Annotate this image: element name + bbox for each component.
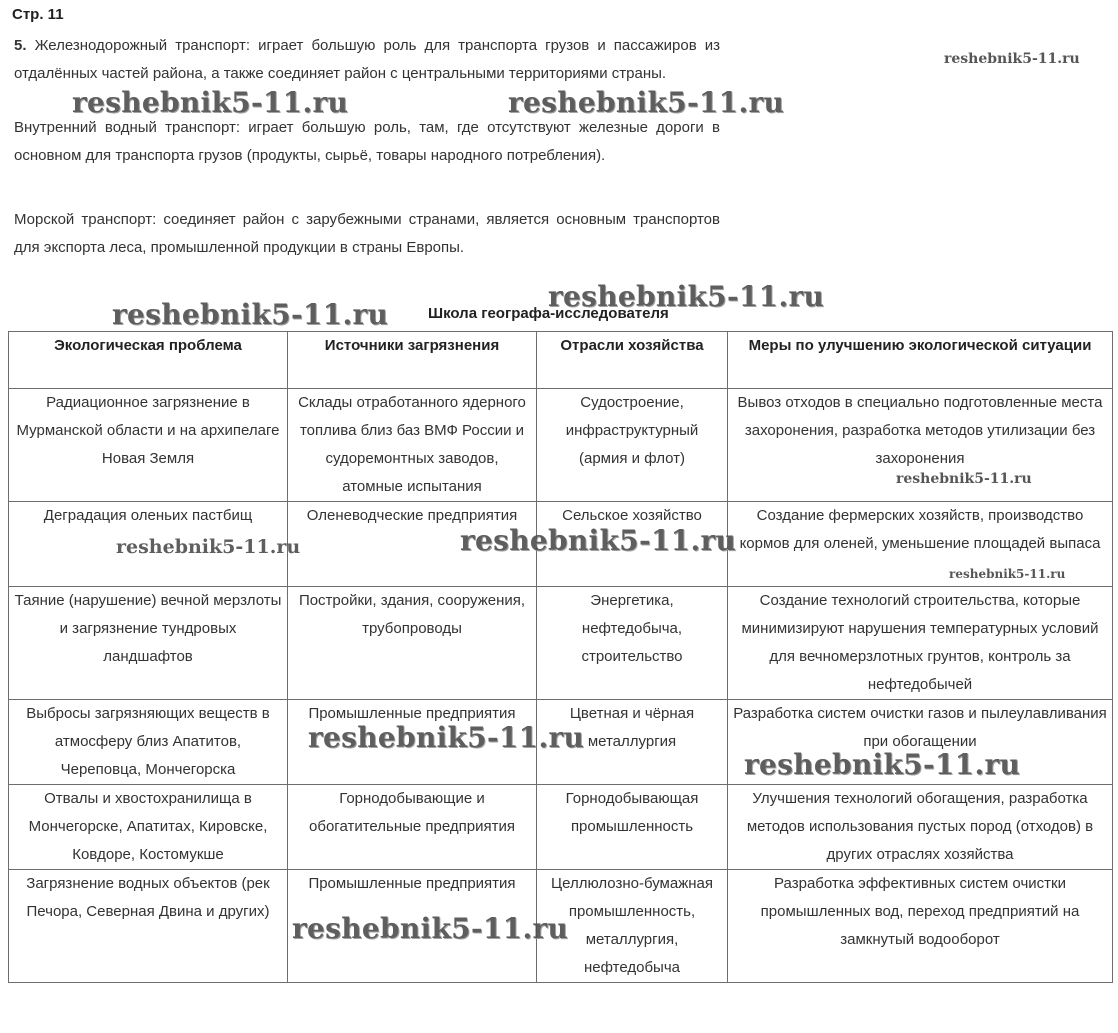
- paragraph-railway: [14, 32, 720, 88]
- cell-sources: Постройки, здания, сооружения, трубопроводы: [288, 587, 537, 700]
- cell-industries: Сельское хозяйство: [537, 502, 728, 587]
- cell-problem: Таяние (нарушение) вечной мерзлоты и загрязнение тундровых ландшафтов: [9, 587, 288, 700]
- cell-industries: Энергетика, нефтедобыча, строительство: [537, 587, 728, 700]
- page-label: Стр. 11: [12, 6, 64, 23]
- paragraph-railway-text: Железнодорожный транспорт: играет большую роль для транспорта грузов и пассажиров из отдалённых частей района, а также соединяет район с центральными территориями страны.: [14, 37, 720, 82]
- header-sources: Источники загрязнения: [288, 332, 537, 389]
- cell-problem: Радиационное загрязнение в Мурманской области и на архипелаге Новая Земля: [9, 389, 288, 502]
- paragraph-inland-water: Внутренний водный транспорт: играет большую роль, там, где отсутствуют железные дороги в основном для транспорта грузов (продукты, сырьё, товары народного потребления).: [14, 119, 720, 164]
- cell-problem: Выбросы загрязняющих веществ в атмосферу близ Апатитов, Череповца, Мончегорска: [9, 700, 288, 785]
- cell-industries: Целлюлозно-бумажная промышленность, металлургия, нефтедобыча: [537, 870, 728, 983]
- watermark: reshebnik5-11.ru: [116, 536, 301, 558]
- watermark: reshebnik5-11.ru: [292, 912, 569, 945]
- header-measures: Меры по улучшению экологической ситуации: [728, 332, 1113, 389]
- cell-sources: Горнодобывающие и обогатительные предприятия: [288, 785, 537, 870]
- cell-sources: Оленеводческие предприятия: [288, 502, 537, 587]
- cell-measures: Разработка эффективных систем очистки промышленных вод, переход предприятий на замкнутый водооборот: [728, 870, 1113, 983]
- watermark: reshebnik5-11.ru: [548, 280, 825, 313]
- cell-industries: Горнодобывающая промышленность: [537, 785, 728, 870]
- cell-sources: Промышленные предприятия: [288, 870, 537, 983]
- watermark: reshebnik5-11.ru: [508, 86, 785, 119]
- watermark: reshebnik5-11.ru: [72, 86, 349, 119]
- table-title: Школа географа-исследователя: [428, 305, 669, 322]
- watermark: reshebnik5-11.ru: [896, 471, 1032, 487]
- table-row: [9, 785, 1113, 870]
- cell-problem: Отвалы и хвостохранилища в Мончегорске, Апатитах, Кировске, Ковдоре, Костомукше: [9, 785, 288, 870]
- watermark: reshebnik5-11.ru: [949, 567, 1066, 581]
- cell-measures: Улучшения технологий обогащения, разработка методов использования пустых пород (отходов) в других отраслях хозяйства: [728, 785, 1113, 870]
- table-row: [9, 587, 1113, 700]
- cell-problem: Деградация оленьих пастбищ: [9, 502, 288, 587]
- ecology-table: [8, 331, 1113, 983]
- cell-sources: Склады отработанного ядерного топлива близ баз ВМФ России и судоремонтных заводов, атомные испытания: [288, 389, 537, 502]
- cell-measures: Разработка систем очистки газов и пылеулавливания при обогащении: [728, 700, 1113, 785]
- paragraph-sea: Морской транспорт: соединяет район с зарубежными странами, является основным транспортов для экспорта леса, промышленной продукции в страны Европы.: [14, 211, 720, 256]
- cell-industries: Судостроение, инфраструктурный (армия и флот): [537, 389, 728, 502]
- watermark: reshebnik5-11.ru: [112, 298, 389, 331]
- cell-sources: Промышленные предприятия: [288, 700, 537, 785]
- watermark: reshebnik5-11.ru: [944, 51, 1080, 67]
- watermark: reshebnik5-11.ru: [744, 748, 1021, 781]
- task-number: 5.: [14, 37, 27, 54]
- cell-measures: Вывоз отходов в специально подготовленные места захоронения, разработка методов утилизации без захоронения: [728, 389, 1113, 502]
- cell-measures: Создание фермерских хозяйств, производство кормов для оленей, уменьшение площадей выпаса: [728, 502, 1113, 587]
- header-problem: Экологическая проблема: [9, 332, 288, 389]
- cell-measures: Создание технологий строительства, которые минимизируют нарушения температурных условий для вечномерзлотных грунтов, контроль за нефтедобычей: [728, 587, 1113, 700]
- watermark: reshebnik5-11.ru: [308, 721, 585, 754]
- header-industries: Отрасли хозяйства: [537, 332, 728, 389]
- table-header-row: [9, 332, 1113, 389]
- watermark: reshebnik5-11.ru: [460, 524, 737, 557]
- cell-industries: Цветная и чёрная металлургия: [537, 700, 728, 785]
- cell-problem: Загрязнение водных объектов (рек Печора, Северная Двина и других): [9, 870, 288, 983]
